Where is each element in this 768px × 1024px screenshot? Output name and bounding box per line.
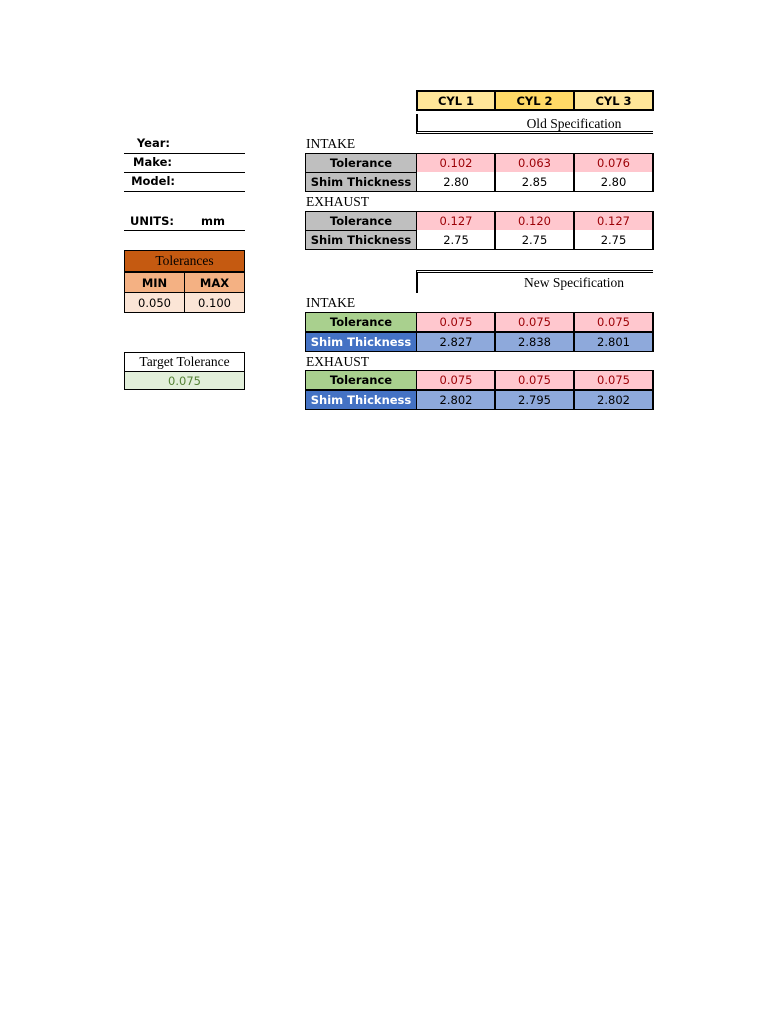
old-exhaust-shim-cyl-1[interactable]: 2.75 xyxy=(417,230,495,250)
tolerance-max-label: MAX xyxy=(184,272,245,293)
divider xyxy=(573,90,575,111)
old-exhaust-shim-cyl-2[interactable]: 2.75 xyxy=(495,230,574,250)
units-label: UNITS: xyxy=(130,214,174,228)
new-intake-tolerance-label: Tolerance xyxy=(305,312,417,332)
model-field[interactable] xyxy=(124,191,245,192)
divider xyxy=(652,211,654,250)
old-exhaust-shim-cyl-3[interactable]: 2.75 xyxy=(574,230,653,250)
new-exhaust-shim-label: Shim Thickness xyxy=(305,390,417,410)
tolerance-max-value[interactable]: 0.100 xyxy=(184,292,245,313)
old-exhaust-tolerance-label: Tolerance xyxy=(305,211,417,231)
new-intake-tolerance-cyl-3[interactable]: 0.075 xyxy=(574,312,653,332)
column-header-cyl-1: CYL 1 xyxy=(417,90,495,111)
new-exhaust-tolerance-cyl-2[interactable]: 0.075 xyxy=(495,370,574,390)
new-spec-title: New Specification xyxy=(523,274,625,290)
target-tolerance-value[interactable]: 0.075 xyxy=(124,371,245,390)
old-intake-shim-cyl-3[interactable]: 2.80 xyxy=(574,172,653,192)
old-exhaust-tolerance-cyl-3[interactable]: 0.127 xyxy=(574,211,653,231)
new-intake-shim-cyl-1[interactable]: 2.827 xyxy=(417,332,495,352)
divider xyxy=(494,153,496,192)
tolerance-min-value[interactable]: 0.050 xyxy=(124,292,185,313)
tolerances-header: Tolerances xyxy=(124,250,245,272)
old-exhaust-section-label: EXHAUST xyxy=(306,194,369,209)
new-intake-section-label: INTAKE xyxy=(306,295,356,310)
column-header-cyl-3: CYL 3 xyxy=(574,90,653,111)
new-exhaust-tolerance-cyl-1[interactable]: 0.075 xyxy=(417,370,495,390)
divider xyxy=(494,312,496,352)
old-intake-shim-cyl-2[interactable]: 2.85 xyxy=(495,172,574,192)
divider xyxy=(494,90,496,111)
old-intake-shim-cyl-1[interactable]: 2.80 xyxy=(417,172,495,192)
new-intake-shim-cyl-3[interactable]: 2.801 xyxy=(574,332,653,352)
old-exhaust-tolerance-cyl-1[interactable]: 0.127 xyxy=(417,211,495,231)
new-exhaust-shim-cyl-2[interactable]: 2.795 xyxy=(495,390,574,410)
new-intake-tolerance-cyl-1[interactable]: 0.075 xyxy=(417,312,495,332)
make-label: Make: xyxy=(133,155,172,169)
old-intake-tolerance-cyl-1[interactable]: 0.102 xyxy=(417,153,495,173)
model-label: Model: xyxy=(131,174,175,188)
new-intake-tolerance-cyl-2[interactable]: 0.075 xyxy=(495,312,574,332)
divider xyxy=(652,153,654,192)
old-intake-tolerance-label: Tolerance xyxy=(305,153,417,173)
divider xyxy=(494,370,496,410)
units-value: mm xyxy=(201,214,225,228)
units-field[interactable] xyxy=(124,230,245,231)
divider xyxy=(652,312,654,352)
old-spec-title: Old Specification xyxy=(526,115,622,131)
divider xyxy=(494,211,496,250)
old-exhaust-shim-label: Shim Thickness xyxy=(305,230,417,250)
divider xyxy=(652,90,654,111)
new-exhaust-tolerance-label: Tolerance xyxy=(305,370,417,390)
column-header-cyl-2: CYL 2 xyxy=(495,90,574,111)
new-intake-shim-cyl-2[interactable]: 2.838 xyxy=(495,332,574,352)
old-intake-section-label: INTAKE xyxy=(306,136,356,151)
new-intake-shim-label: Shim Thickness xyxy=(305,332,417,352)
target-tolerance-label: Target Tolerance xyxy=(124,352,245,372)
new-exhaust-shim-cyl-3[interactable]: 2.802 xyxy=(574,390,653,410)
divider xyxy=(573,312,575,352)
old-intake-tolerance-cyl-3[interactable]: 0.076 xyxy=(574,153,653,173)
divider xyxy=(652,370,654,410)
year-label: Year: xyxy=(136,136,170,150)
new-exhaust-section-label: EXHAUST xyxy=(306,354,369,369)
divider xyxy=(573,211,575,250)
tolerance-min-label: MIN xyxy=(124,272,185,293)
old-intake-tolerance-cyl-2[interactable]: 0.063 xyxy=(495,153,574,173)
old-exhaust-tolerance-cyl-2[interactable]: 0.120 xyxy=(495,211,574,231)
old-intake-shim-label: Shim Thickness xyxy=(305,172,417,192)
new-exhaust-tolerance-cyl-3[interactable]: 0.075 xyxy=(574,370,653,390)
new-exhaust-shim-cyl-1[interactable]: 2.802 xyxy=(417,390,495,410)
divider xyxy=(573,370,575,410)
divider xyxy=(573,153,575,192)
divider xyxy=(416,90,418,111)
